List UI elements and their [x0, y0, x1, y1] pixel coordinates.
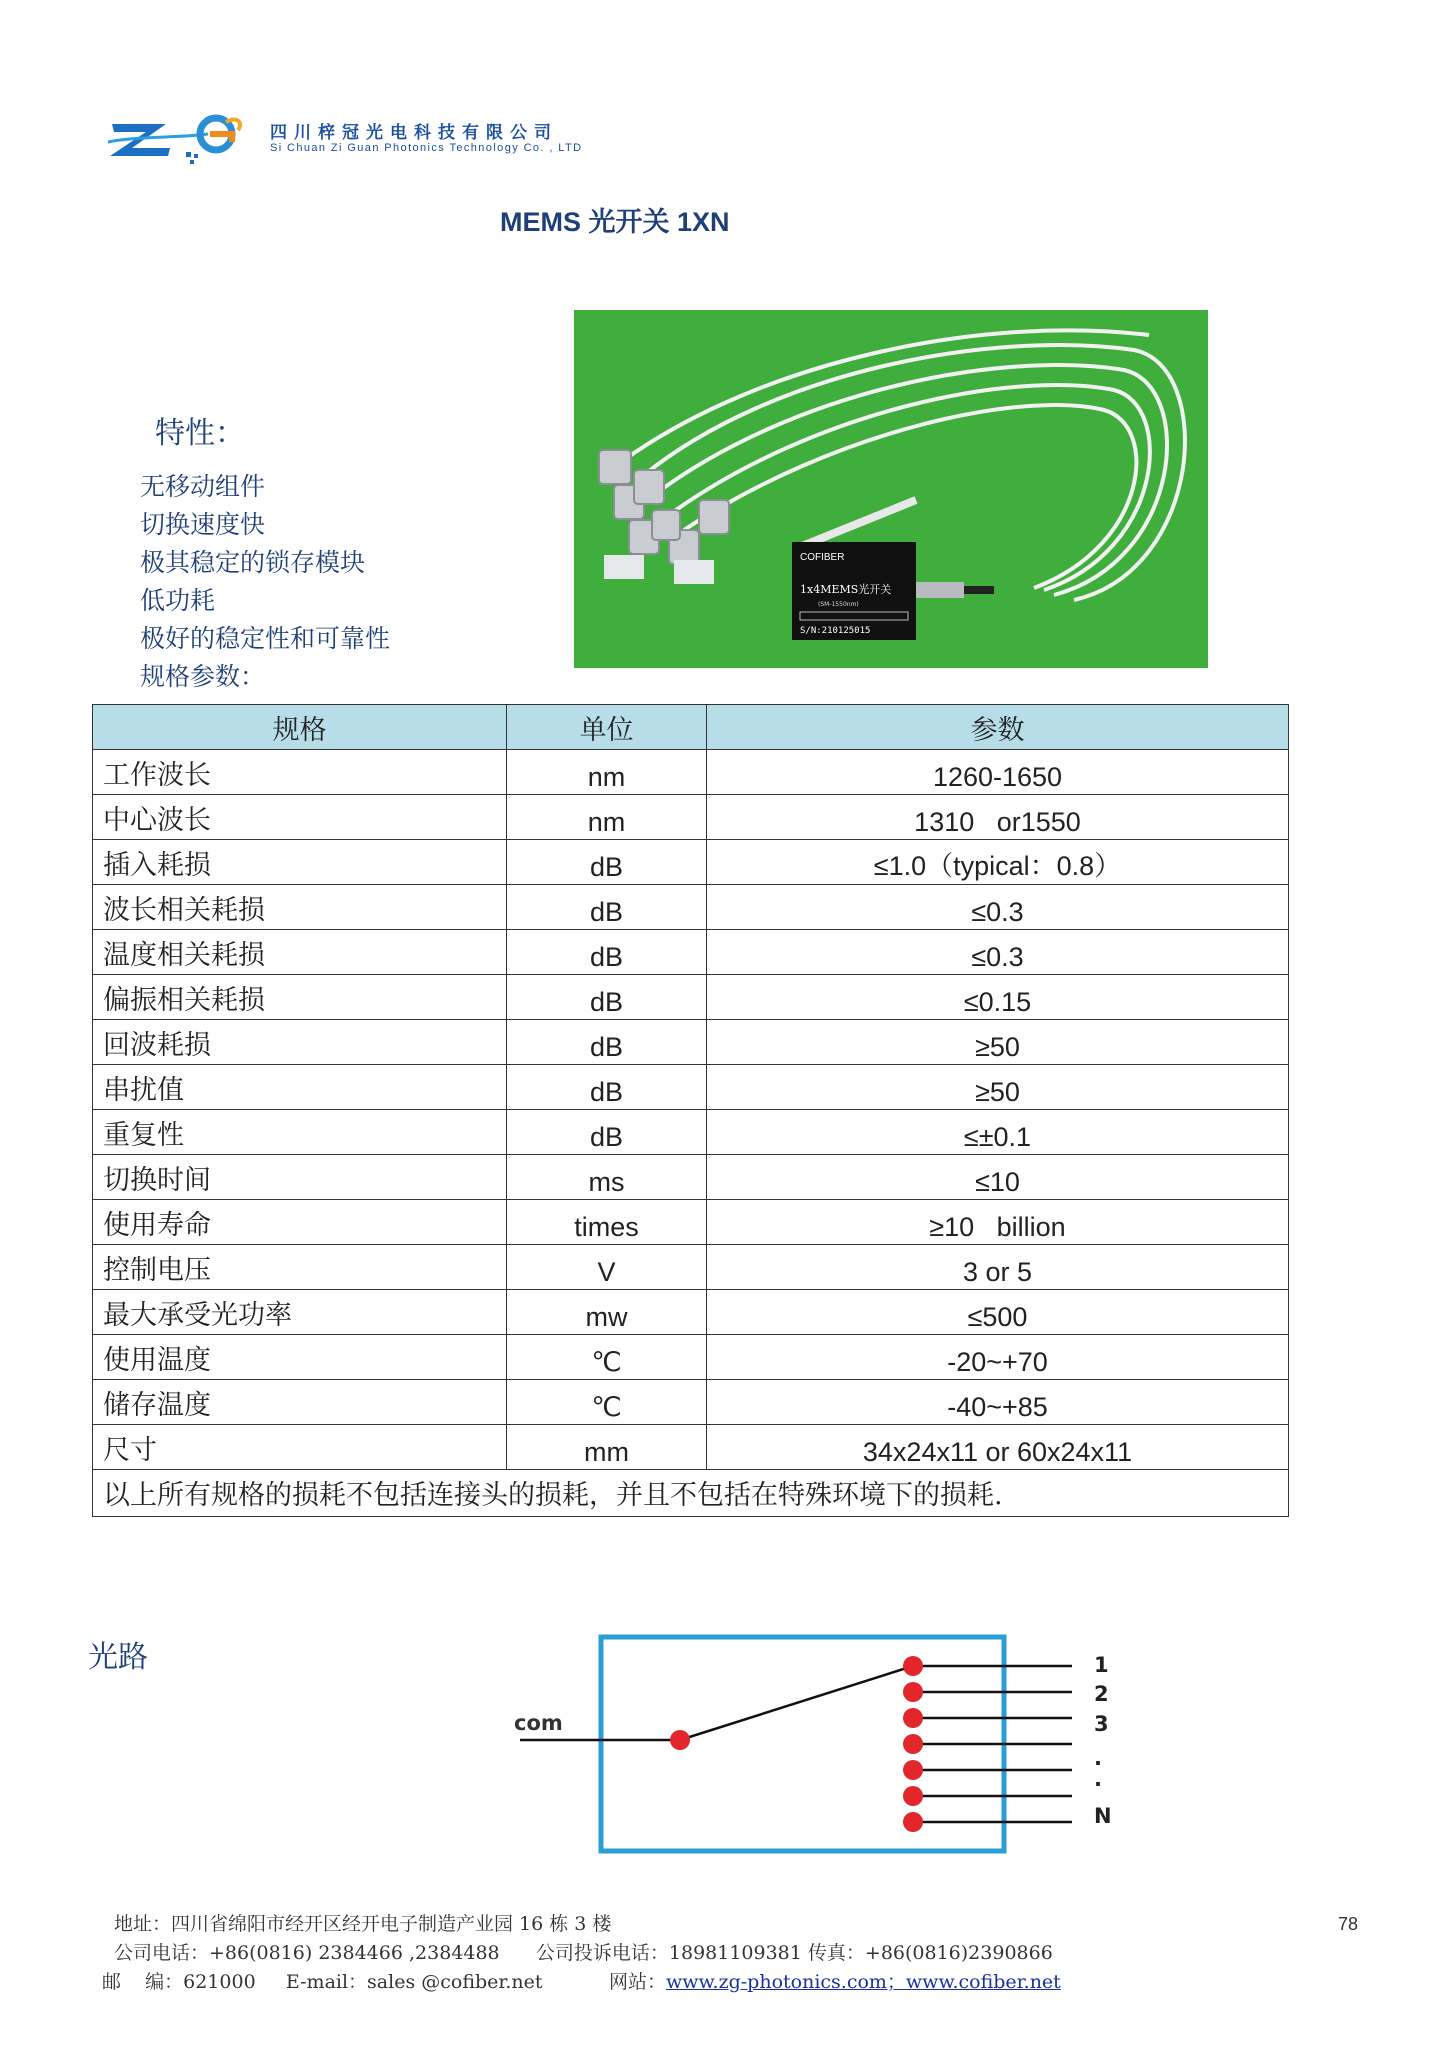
spec-name: 插入耗损 [93, 840, 507, 885]
table-row [93, 1110, 1289, 1155]
output-port-dot [903, 1786, 923, 1806]
spec-name: 重复性 [93, 1110, 507, 1155]
spec-unit: times [507, 1200, 707, 1245]
footer-postcode: 邮 编：621000 [102, 1971, 256, 1993]
footer-website-link[interactable]: www.zg-photonics.com；www.cofiber.net [666, 1971, 1061, 1993]
spec-value: ≤0.15 [707, 975, 1289, 1020]
spec-unit: V [507, 1245, 707, 1290]
table-header-row [93, 705, 1289, 750]
spec-unit: mw [507, 1290, 707, 1335]
output-port-dot [903, 1708, 923, 1728]
spec-value: ≥50 [707, 1065, 1289, 1110]
spec-name: 使用温度 [93, 1335, 507, 1380]
spec-value: ≤1.0（typical：0.8） [707, 840, 1289, 885]
spec-value: ≤10 [707, 1155, 1289, 1200]
output-port-dot [903, 1656, 923, 1676]
svg-text:COFIBER: COFIBER [800, 552, 845, 563]
spec-name: 偏振相关耗损 [93, 975, 507, 1020]
footer-website-label: 网站： [608, 1971, 666, 1993]
spec-value: -20~+70 [707, 1335, 1289, 1380]
spec-name: 温度相关耗损 [93, 930, 507, 975]
optical-path-diagram [500, 1628, 1120, 1860]
header-value: 参数 [707, 705, 1289, 750]
spec-name: 波长相关耗损 [93, 885, 507, 930]
spec-value: ≤500 [707, 1290, 1289, 1335]
table-note: 以上所有规格的损耗不包括连接头的损耗，并且不包括在特殊环境下的损耗. [93, 1470, 1289, 1517]
output-port-dot [903, 1682, 923, 1702]
zg-logo-icon [108, 112, 258, 170]
spec-value: 3 or 5 [707, 1245, 1289, 1290]
footer-phone: 公司电话：+86(0816) 2384466 ,2384488 [114, 1942, 500, 1964]
table-row [93, 750, 1289, 795]
com-port-dot [670, 1730, 690, 1750]
spec-table [92, 704, 1289, 1517]
table-row [93, 795, 1289, 840]
table-row [93, 1290, 1289, 1335]
company-name-en: Si Chuan Zi Guan Photonics Technology Co. , LTD [270, 142, 583, 154]
spec-unit: dB [507, 930, 707, 975]
spec-unit: dB [507, 885, 707, 930]
header-unit: 单位 [507, 705, 707, 750]
optical-path-heading: 光路 [88, 1640, 148, 1675]
features-list [140, 468, 390, 658]
spec-name: 最大承受光功率 [93, 1290, 507, 1335]
footer-address-line [114, 1910, 1359, 1939]
port-label: . [1094, 1767, 1102, 1791]
table-row [93, 1020, 1289, 1065]
output-port-dot [903, 1812, 923, 1832]
spec-value: -40~+85 [707, 1380, 1289, 1425]
port-label: 1 [1094, 1653, 1109, 1677]
spec-value: ≤±0.1 [707, 1110, 1289, 1155]
table-row [93, 930, 1289, 975]
spec-name: 使用寿命 [93, 1200, 507, 1245]
footer-contact-line [102, 1968, 1342, 1997]
spec-name: 控制电压 [93, 1245, 507, 1290]
output-port-dot [903, 1734, 923, 1754]
spec-value: ≤0.3 [707, 885, 1289, 930]
spec-unit: ℃ [507, 1380, 707, 1425]
port-label: N [1094, 1804, 1112, 1828]
spec-unit: nm [507, 795, 707, 840]
table-row [93, 1245, 1289, 1290]
svg-text:S/N:210125015: S/N:210125015 [800, 626, 871, 636]
spec-value: 1310 or1550 [707, 795, 1289, 840]
spec-name: 尺寸 [93, 1425, 507, 1470]
svg-text:(SM-1550nm): (SM-1550nm) [818, 601, 859, 608]
spec-unit: dB [507, 1065, 707, 1110]
footer [102, 1910, 1359, 1997]
svg-text:1x4MEMS光开关: 1x4MEMS光开关 [800, 583, 892, 596]
switch-path [680, 1666, 913, 1740]
spec-unit: dB [507, 1110, 707, 1155]
spec-unit: ℃ [507, 1335, 707, 1380]
output-ports [903, 1653, 1112, 1832]
spec-value: ≤0.3 [707, 930, 1289, 975]
spec-name: 切换时间 [93, 1155, 507, 1200]
feature-item: 极其稳定的锁存模块 [140, 548, 366, 577]
table-row [93, 1380, 1289, 1425]
com-label: com [514, 1711, 563, 1735]
feature-item: 无移动组件 [140, 472, 266, 501]
table-row [93, 975, 1289, 1020]
spec-unit: dB [507, 975, 707, 1020]
footer-address: 地址：四川省绵阳市经开区经开电子制造产业园 16 栋 3 楼 [114, 1913, 612, 1935]
output-port-dot [903, 1760, 923, 1780]
table-row [93, 1335, 1289, 1380]
port-label: . [1094, 1746, 1102, 1770]
spec-name: 回波耗损 [93, 1020, 507, 1065]
header-spec: 规格 [93, 705, 507, 750]
table-row [93, 1065, 1289, 1110]
port-label: 2 [1094, 1682, 1109, 1706]
spec-unit: dB [507, 1020, 707, 1065]
table-row [93, 1425, 1289, 1470]
table-row [93, 885, 1289, 930]
port-label: 3 [1094, 1712, 1109, 1736]
spec-unit: mm [507, 1425, 707, 1470]
footer-phone-line [114, 1939, 1354, 1968]
product-photo [574, 310, 1208, 668]
spec-value: 34x24x11 or 60x24x11 [707, 1425, 1289, 1470]
spec-value: ≥10 billion [707, 1200, 1289, 1245]
footer-complaint: 公司投诉电话：18981109381 传真：+86(0816)2390866 [535, 1942, 1053, 1964]
table-row [93, 1200, 1289, 1245]
page-number: 78 [1338, 1914, 1359, 1934]
spec-name: 中心波长 [93, 795, 507, 840]
company-name-cn: 四川梓冠光电科技有限公司 [270, 123, 558, 143]
spec-unit: dB [507, 840, 707, 885]
spec-name: 串扰值 [93, 1065, 507, 1110]
table-row [93, 840, 1289, 885]
table-row [93, 1155, 1289, 1200]
feature-item: 极好的稳定性和可靠性 [140, 624, 391, 653]
feature-item: 低功耗 [140, 586, 216, 615]
company-logo [108, 112, 728, 172]
spec-unit: ms [507, 1155, 707, 1200]
features-heading: 特性： [155, 416, 245, 451]
page-title: MEMS 光开关 1XN [500, 207, 730, 237]
spec-value: ≥50 [707, 1020, 1289, 1065]
spec-name: 储存温度 [93, 1380, 507, 1425]
table-note-row [93, 1470, 1289, 1517]
spec-value: 1260-1650 [707, 750, 1289, 795]
feature-item: 切换速度快 [140, 510, 266, 539]
footer-email: E-mail：sales @cofiber.net [285, 1971, 543, 1993]
spec-heading: 规格参数： [140, 662, 266, 691]
spec-unit: nm [507, 750, 707, 795]
spec-name: 工作波长 [93, 750, 507, 795]
